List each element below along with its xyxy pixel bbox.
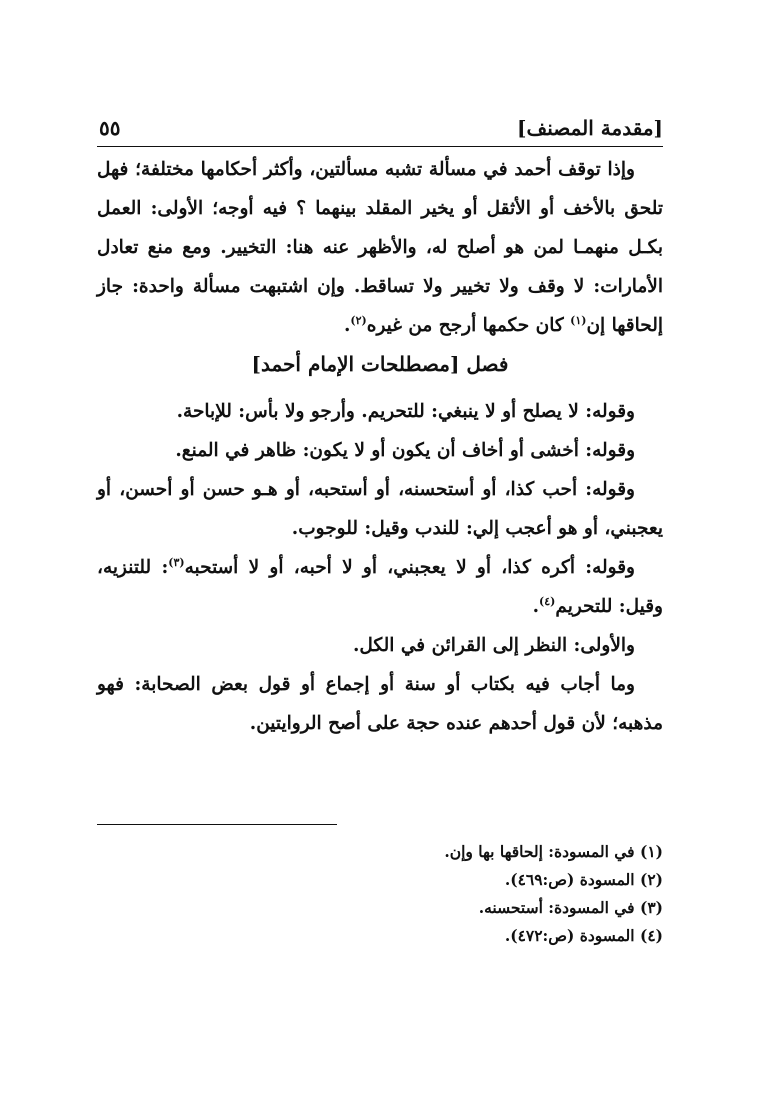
paragraph-text: وقوله: أكره كذا، أو لا يعجبني، أو لا أحبه، أو لا أستحبه: [184, 557, 635, 578]
footnote-mark-4: (٤): [539, 594, 556, 608]
footnote-divider: [97, 824, 337, 825]
footnote-mark-1: (١): [570, 313, 587, 327]
paragraph-text: : للتنزيه، وقيل: للتحريم: [97, 557, 663, 617]
paragraph-prohibition: وقوله: لا يصلح أو لا ينبغي: للتحريم. وأرجو ولا بأس: للإباحة.: [176, 401, 635, 422]
section-title: فصل [مصطلحات الإمام أحمد]: [251, 352, 509, 376]
paragraph-suspension: [97, 150, 663, 345]
paragraph-text: كان حكمها أرجح من غيره: [366, 315, 564, 336]
paragraph-text: وإذا توقف أحمد في مسألة تشبه مسألتين، وأكثر أحكامها مختلفة؛ فهل تلحق بالأخف أو الأثقل أو يخير المقلد بينهما ؟ فيه أوجه؛ الأولى: العمل بكـل منهمـا لمن هو أصلح له، والأظهر عنه هنا: التخيير. ومع منع تعادل الأمارات: لا وقف ولا تخيير ولا تساقط. وإن اشتبهت مسألة واحدة: جاز إلحاقها إن: [97, 159, 663, 336]
paragraph-answers: وما أجاب فيه بكتاب أو سنة أو إجماع أو قول بعض الصحابة: فهو مذهبه؛ لأن قول أحدهم عنده حجة على أصح الروايتين.: [97, 674, 663, 734]
paragraph-text: .: [343, 315, 351, 336]
paragraph-context: والأولى: النظر إلى القرائن في الكل.: [352, 635, 635, 656]
page-number: ٥٥: [99, 116, 121, 140]
paragraph-recommendation: وقوله: أحب كذا، أو أستحسنه، أو أستحبه، أو هـو حسن أو أحسن، أو يعجبني، أو هو أعجب إلي: للندب وقيل: للوجوب.: [97, 479, 663, 539]
footnote-item: (٣) في المسودة: أستحسنه.: [478, 898, 663, 917]
footnote-item: (٤) المسودة (ص:٤٧٢).: [504, 926, 663, 945]
footnote-mark-2: (٢): [350, 313, 367, 327]
footnote-item: (١) في المسودة: إلحاقها بها وإن.: [444, 842, 663, 861]
paragraph-dislike: [97, 548, 663, 626]
paragraph-fear: وقوله: أخشى أو أخاف أن يكون أو لا يكون: ظاهر في المنع.: [175, 440, 635, 461]
paragraph-text: .: [532, 596, 540, 617]
running-header: [97, 110, 663, 147]
main-text: [97, 150, 663, 743]
footnote-item: (٢) المسودة (ص:٤٦٩).: [504, 870, 663, 889]
footnote-mark-3: (٣): [168, 555, 185, 569]
footnotes: [97, 838, 663, 950]
chapter-title: [مقدمة المصنف]: [517, 116, 663, 140]
